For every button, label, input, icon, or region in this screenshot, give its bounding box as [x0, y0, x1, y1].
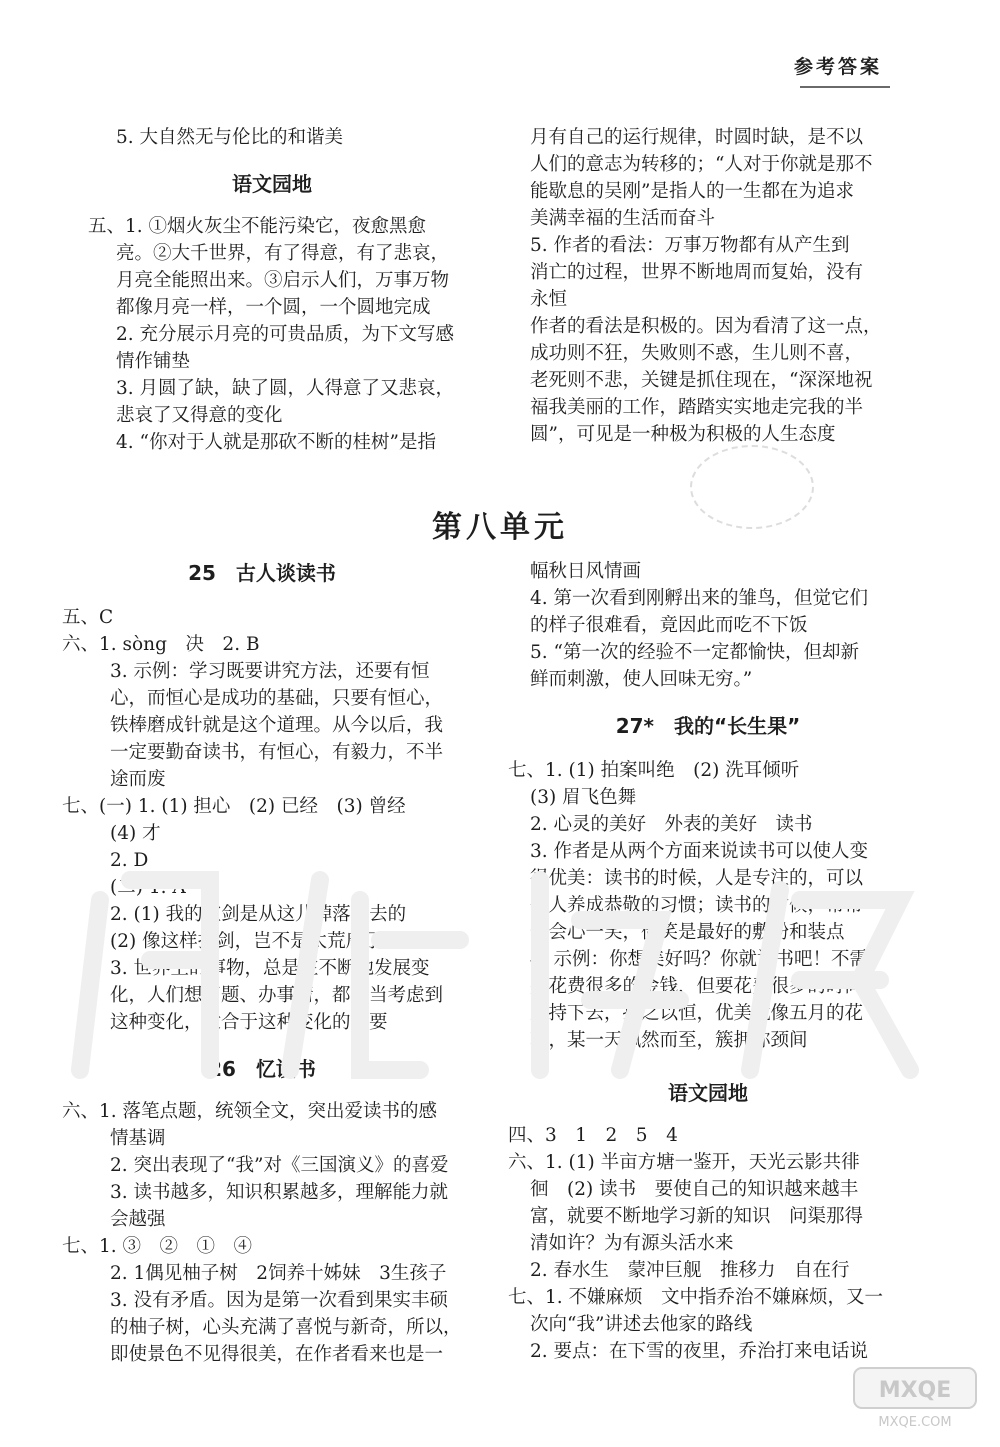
top-right-column [530, 124, 882, 448]
top-left-column [88, 124, 456, 456]
text-line: 月有自己的运行规律，时圆时缺，是不以 [530, 127, 864, 148]
text-line: 七、(一) 1. (1) 担心 (2) 已经 (3) 曾经 [62, 796, 406, 817]
text-line: 七、1. ③ ② ① ④ [62, 1236, 253, 1257]
text-line: 5. 大自然无与伦比的和谐美 [116, 127, 344, 148]
header-rule [800, 86, 890, 88]
text-line: 3. 示例：学习既要讲究方法，还要有恒 [110, 661, 430, 682]
text-line: 徊 (2) 读书 要使自己的知识越来越丰 [530, 1179, 859, 1200]
text-line: 六、1. 落笔点题，统领全文，突出爱读书的感 [62, 1101, 438, 1122]
text-line: 这种变化，适合于这种变化的需要 [110, 1012, 388, 1033]
text-line: 永恒 [530, 289, 568, 310]
text-line: 3. 读书越多，知识积累越多，理解能力就 [110, 1182, 449, 1203]
section-title-yuwen-yuandi-2: 语文园地 [668, 1081, 748, 1105]
text-line: 七、1. (1) 拍案叫绝 (2) 洗耳倾听 [508, 760, 800, 781]
text-line: 5. 作者的看法：万事万物都有从产生到 [530, 235, 850, 256]
text-line: 富，就要不断地学习新的知识 问渠那得 [530, 1206, 864, 1227]
site-logo [850, 1362, 980, 1432]
page-header [794, 52, 882, 79]
section-title-yuwen-yuandi: 语文园地 [232, 172, 312, 196]
lesson-27-title: 27* 我的“长生果” [615, 714, 801, 738]
text-line: 五、1. ①烟火灰尘不能污染它，夜愈黑愈 [88, 216, 427, 237]
text-line: (2) 像这样找剑，岂不是太荒唐了吗？ [110, 931, 420, 952]
text-line: 情基调 [110, 1128, 166, 1149]
text-line: 能歇息的吴刚”是指人的一生都在为追求 [530, 181, 854, 202]
svg-text:MXQE.COM: MXQE.COM [878, 1415, 952, 1430]
text-line: 清如许？为有源头活水来 [530, 1233, 734, 1254]
text-line: (二) 1. A [110, 877, 186, 898]
text-line: 次向“我”讲述去他家的路线 [530, 1314, 753, 1335]
text-line: 六、1. (1) 半亩方塘一鉴开，天光云影共徘 [508, 1152, 860, 1173]
text-line: 2. D [110, 850, 149, 871]
text-line: 老死则不悲，关键是抓住现在，“深深地祝 [530, 370, 873, 391]
lesson-26-title: 26 忆读书 [208, 1057, 316, 1081]
text-line: 会会心一笑，微笑是最好的敷粉和装点 [530, 922, 845, 943]
watermark-graphic [60, 840, 940, 1090]
text-line: 月亮全能照出来。③启示人们，万事万物 [116, 270, 450, 291]
text-line: 3. 世界上的事物，总是在不断地发展变 [110, 958, 430, 979]
text-line: 坚持下去，持之以恒，优美就像五月的花 [530, 1003, 864, 1024]
text-line: 消亡的过程，世界不断地周而复始，没有 [530, 262, 864, 283]
text-line: 4. “你对于人就是那砍不断的桂树”是指 [116, 432, 436, 453]
text-line: 2. 心灵的美好 外表的美好 读书 [530, 814, 813, 835]
text-line: 作者的看法是积极的。因为看清了这一点， [530, 316, 882, 337]
text-line: 心，而恒心是成功的基础，只要有恒心， [110, 688, 444, 709]
text-line: 情作铺垫 [116, 351, 191, 372]
header-label: 参考答案 [793, 56, 882, 78]
text-line: 2. 充分展示月亮的可贵品质，为下文写感 [116, 324, 455, 345]
text-line: 铁棒磨成针就是这个道理。从今以后，我 [110, 715, 444, 736]
text-line: 使人养成恭敬的习惯；读书的时候，常常 [530, 895, 864, 916]
text-line: 即使景色不见得很美，在作者看来也是一 [110, 1344, 444, 1365]
text-line: 4. 示例：你想美好吗？你就读书吧！不需 [530, 949, 869, 970]
text-line: 2. 突出表现了“我”对《三国演义》的喜爱 [110, 1155, 449, 1176]
text-line: 会越强 [110, 1209, 166, 1230]
text-line: 的样子很难看，竟因此而吃不下饭 [530, 615, 808, 636]
text-line: (3) 眉飞色舞 [530, 787, 637, 808]
text-line: 的柚子树，心头充满了喜悦与新奇，所以， [110, 1317, 462, 1338]
text-line: 六、1. sòng 决 2. B [62, 634, 260, 655]
text-line: 4. 第一次看到刚孵出来的雏鸟，但觉它们 [530, 588, 869, 609]
text-line: 一定要勤奋读书，有恒心，有毅力，不半 [110, 742, 444, 763]
text-line: 化，人们想问题、办事情，都应当考虑到 [110, 985, 444, 1006]
text-line: 2. 1偶见柚子树 2饲养十姊妹 3生孩子 [110, 1263, 447, 1284]
text-line: 3. 作者是从两个方面来说读书可以使人变 [530, 841, 869, 862]
text-line: 鲜而刺激，使人回味无穷。” [530, 669, 753, 690]
text-line: 五、C [62, 607, 114, 628]
text-line: 2. 要点：在下雪的夜里，乔治打来电话说 [530, 1341, 869, 1362]
text-line: 2. (1) 我的宝剑是从这儿掉落下去的 [110, 904, 407, 925]
text-line: 圆”，可见是一种极为积极的人生态度 [530, 424, 836, 445]
unit-title: 第八单元 [432, 510, 568, 545]
text-line: 3. 月圆了缺，缺了圆，人得意了又悲哀， [116, 378, 455, 399]
text-line: 美满幸福的生活而奋斗 [530, 208, 716, 229]
text-line: 3. 没有矛盾。因为是第一次看到果实丰硕 [110, 1290, 449, 1311]
text-line: (4) 才 [110, 823, 161, 844]
text-line: 福我美丽的工作，踏踏实实地走完我的半 [530, 397, 864, 418]
text-line: 得优美：读书的时候，人是专注的，可以 [530, 868, 864, 889]
text-line: 亮。②大千世界，有了得意，有了悲哀， [116, 243, 450, 264]
text-line: 2. 春水生 蒙冲巨舰 推移力 自在行 [530, 1260, 850, 1281]
text-line: 七、1. 不嫌麻烦 文中指乔治不嫌麻烦，又一 [508, 1287, 884, 1308]
text-line: 环，某一天飘然而至，簇拥你颈间 [530, 1030, 808, 1051]
text-line: 四、3 1 2 5 4 [508, 1125, 678, 1146]
text-line: 5. “第一次的经验不一定都愉快，但却新 [530, 642, 859, 663]
text-line: 都像月亮一样，一个圆，一个圆地完成 [116, 297, 431, 318]
text-line: 幅秋日风情画 [530, 561, 642, 582]
lesson-25-title: 25 古人谈读书 [188, 561, 336, 585]
text-line: 悲哀了又得意的变化 [116, 405, 283, 426]
text-line: 途而废 [110, 769, 166, 790]
text-line: 人们的意志为转移的；“人对于你就是那不 [530, 154, 873, 175]
text-line: 要花费很多的金钱，但要花费很多的时间 [530, 976, 864, 997]
text-line: 成功则不狂，失败则不惑，生儿则不喜， [530, 343, 864, 364]
svg-text:MXQE: MXQE [878, 1378, 952, 1403]
